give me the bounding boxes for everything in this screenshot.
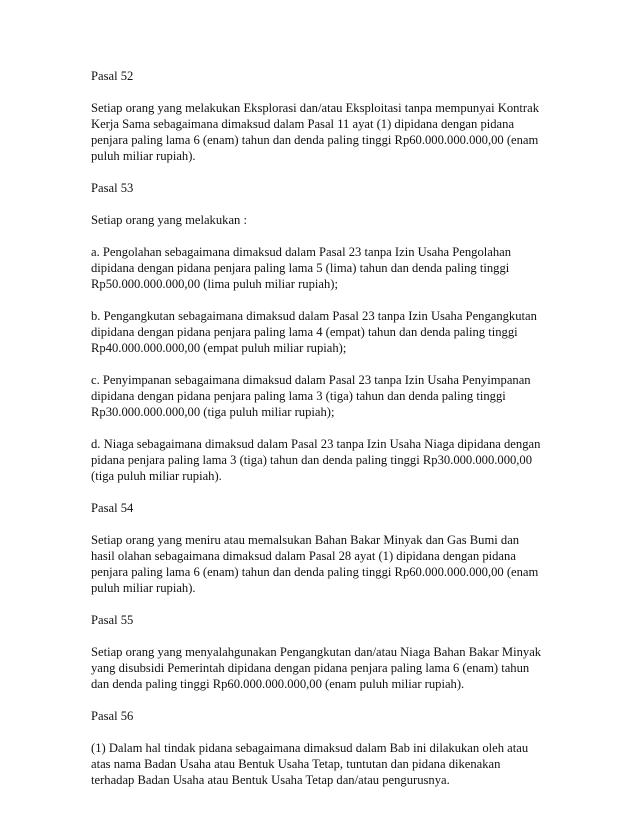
heading-pasal-56 — [91, 708, 553, 724]
text-line: a. Pengolahan sebagaimana dimaksud dalam Pasal 23 tanpa Izin Usaha Pengolahan — [91, 245, 512, 259]
text-line: Setiap orang yang meniru atau memalsukan Bahan Bakar Minyak dan Gas Bumi dan — [91, 533, 520, 547]
text-line: d. Niaga sebagaimana dimaksud dalam Pasal 23 tanpa Izin Usaha Niaga dipidana dengan — [91, 437, 541, 451]
text-line: yang disubsidi Pemerintah dipidana dengan pidana penjara paling lama 6 (enam) tahun — [91, 661, 530, 675]
text-line: terhadap Badan Usaha atau Bentuk Usaha Tetap dan/atau pengurusnya. — [91, 773, 450, 787]
text-line: dipidana dengan pidana penjara paling lama 4 (empat) tahun dan denda paling tinggi — [91, 325, 518, 339]
list-item-a — [91, 244, 553, 292]
text-line: Kerja Sama sebagaimana dimaksud dalam Pasal 11 ayat (1) dipidana dengan pidana — [91, 117, 515, 131]
text-line: penjara paling lama 6 (enam) tahun dan denda paling tinggi Rp60.000.000.000,00 (enam — [91, 133, 539, 147]
paragraph-pasal-55 — [91, 644, 553, 692]
text-line: Pasal 53 — [91, 181, 134, 195]
text-line: (tiga puluh miliar rupiah). — [91, 469, 222, 483]
text-line: Pasal 52 — [91, 69, 134, 83]
text-line: dan denda paling tinggi Rp60.000.000.000,00 (enam puluh miliar rupiah). — [91, 677, 465, 691]
text-line: dipidana dengan pidana penjara paling lama 5 (lima) tahun dan denda paling tinggi — [91, 261, 510, 275]
paragraph-pasal-53-intro — [91, 212, 553, 228]
document-body — [91, 68, 553, 804]
text-line: pidana penjara paling lama 3 (tiga) tahun dan denda paling tinggi Rp30.000.000.000,00 — [91, 453, 533, 467]
text-line: (1) Dalam hal tindak pidana sebagaimana dimaksud dalam Bab ini dilakukan oleh atau — [91, 741, 529, 755]
heading-pasal-53 — [91, 180, 553, 196]
list-item-b — [91, 308, 553, 356]
text-line: Pasal 54 — [91, 501, 134, 515]
text-line: c. Penyimpanan sebagaimana dimaksud dalam Pasal 23 tanpa Izin Usaha Penyimpanan — [91, 373, 531, 387]
text-line: Rp50.000.000.000,00 (lima puluh miliar rupiah); — [91, 277, 338, 291]
text-line: penjara paling lama 6 (enam) tahun dan denda paling tinggi Rp60.000.000.000,00 (enam — [91, 565, 539, 579]
paragraph-pasal-56-ayat-1 — [91, 740, 553, 788]
heading-pasal-55 — [91, 612, 553, 628]
heading-pasal-54 — [91, 500, 553, 516]
text-line: puluh miliar rupiah). — [91, 149, 196, 163]
text-line: atas nama Badan Usaha atau Bentuk Usaha Tetap, tuntutan dan pidana dikenakan — [91, 757, 501, 771]
text-line: puluh miliar rupiah). — [91, 581, 196, 595]
paragraph-pasal-54 — [91, 532, 553, 596]
text-line: Pasal 55 — [91, 613, 134, 627]
list-item-d — [91, 436, 553, 484]
text-line: Rp40.000.000.000,00 (empat puluh miliar rupiah); — [91, 341, 347, 355]
text-line: dipidana dengan pidana penjara paling lama 3 (tiga) tahun dan denda paling tinggi — [91, 389, 506, 403]
text-line: b. Pengangkutan sebagaimana dimaksud dalam Pasal 23 tanpa Izin Usaha Pengangkutan — [91, 309, 537, 323]
text-line: Setiap orang yang menyalahgunakan Pengangkutan dan/atau Niaga Bahan Bakar Minyak — [91, 645, 542, 659]
list-item-c — [91, 372, 553, 420]
text-line: Rp30.000.000.000,00 (tiga puluh miliar rupiah); — [91, 405, 335, 419]
paragraph-pasal-52 — [91, 100, 553, 164]
text-line: hasil olahan sebagaimana dimaksud dalam Pasal 28 ayat (1) dipidana dengan pidana — [91, 549, 516, 563]
text-line: Setiap orang yang melakukan : — [91, 213, 247, 227]
text-line: Pasal 56 — [91, 709, 134, 723]
text-line: Setiap orang yang melakukan Eksplorasi dan/atau Eksploitasi tanpa mempunyai Kontrak — [91, 101, 540, 115]
heading-pasal-52 — [91, 68, 553, 84]
